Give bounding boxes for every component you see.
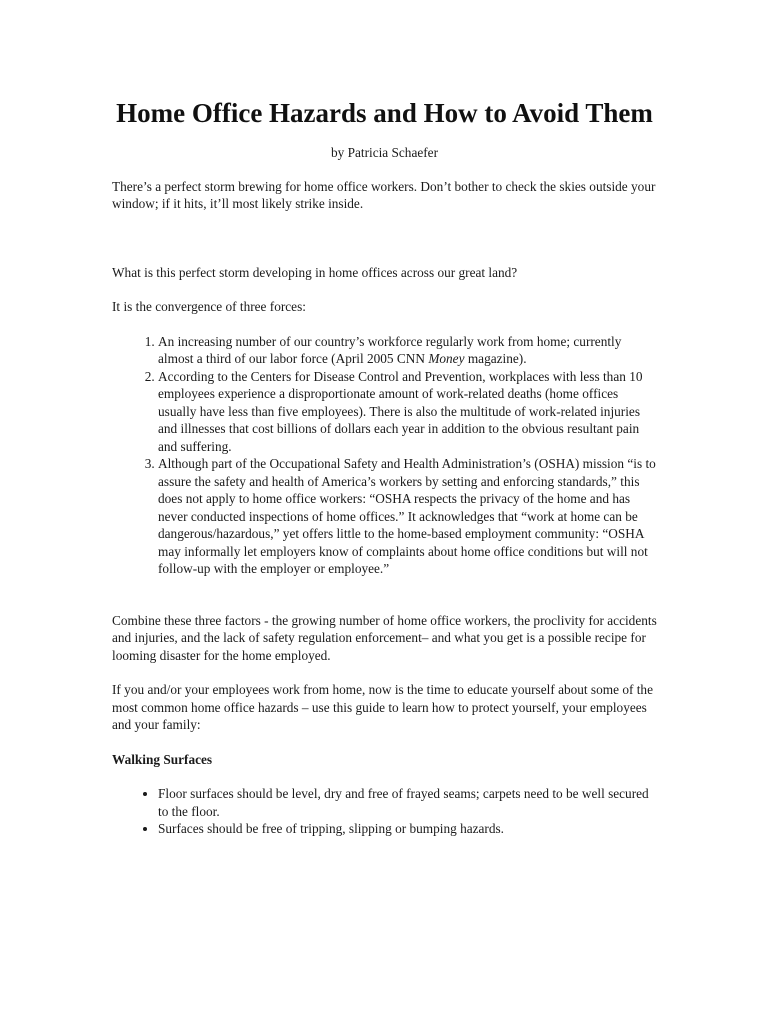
document-title: Home Office Hazards and How to Avoid Them xyxy=(116,98,653,128)
forces-list xyxy=(112,333,657,578)
byline: by Patricia Schaefer xyxy=(330,145,439,160)
list-item-text: Although part of the Occupational Safety and Health Administration’s (OSHA) mission “is to assure the safety and health of America’s workers by setting and enforcing standards,” this does not apply to home office workers: “OSHA respects the privacy of the home and has never conducted inspections of home offices.” It acknowledges that “work at home can be dangerous/hazardous,” yet offers little to the home-based employment community: “OSHA may informally let employers know of complaints about home office conditions but will not follow-up with the employer or employee.” xyxy=(158,456,656,576)
educate-paragraph: If you and/or your employees work from home, now is the time to educate yourself about some of the most common home office hazards – use this guide to learn how to protect yourself, your employees and your family: xyxy=(112,682,653,732)
list-item-text: magazine). xyxy=(464,351,527,366)
question-paragraph: What is this perfect storm developing in home offices across our great land? xyxy=(112,264,518,280)
document-page xyxy=(112,96,657,838)
intro-paragraph: There’s a perfect storm brewing for home office workers. Don’t bother to check the skies outside your window; if it hits, it’ll most likely strike inside. xyxy=(112,178,656,211)
paragraph-spacer xyxy=(112,230,657,264)
walking-surfaces-list xyxy=(112,785,657,838)
list-item xyxy=(158,368,657,456)
convergence-paragraph: It is the convergence of three forces: xyxy=(112,299,306,314)
list-item xyxy=(158,455,657,578)
list-item-text: An increasing number of our country’s workforce regularly work from home; currently almost a third of our labor force (April 2005 CNN xyxy=(158,333,622,366)
list-item: • Surfaces should be free of tripping, slipping or bumping hazards. xyxy=(158,820,657,838)
combine-paragraph: Combine these three factors - the growing number of home office workers, the proclivity for accidents and injuries, and the lack of safety regulation enforcement– and what you get is a possible recipe for looming disaster for the home employed. xyxy=(112,612,657,663)
list-item: • Floor surfaces should be level, dry and free of frayed seams; carpets need to be well secured to the floor. xyxy=(158,785,657,820)
section-heading: Walking Surfaces xyxy=(112,751,213,767)
list-item xyxy=(158,333,657,368)
list-item-text: According to the Centers for Disease Control and Prevention, workplaces with less than 10 employees experience a disproportionate amount of work-related deaths (home offices usually have less than five employees). There is also the multitude of work-related injuries and illnesses that cost billions of dollars each year in addition to the obvious resultant pain and suffering. xyxy=(158,368,643,454)
magazine-name: Money xyxy=(428,351,465,366)
